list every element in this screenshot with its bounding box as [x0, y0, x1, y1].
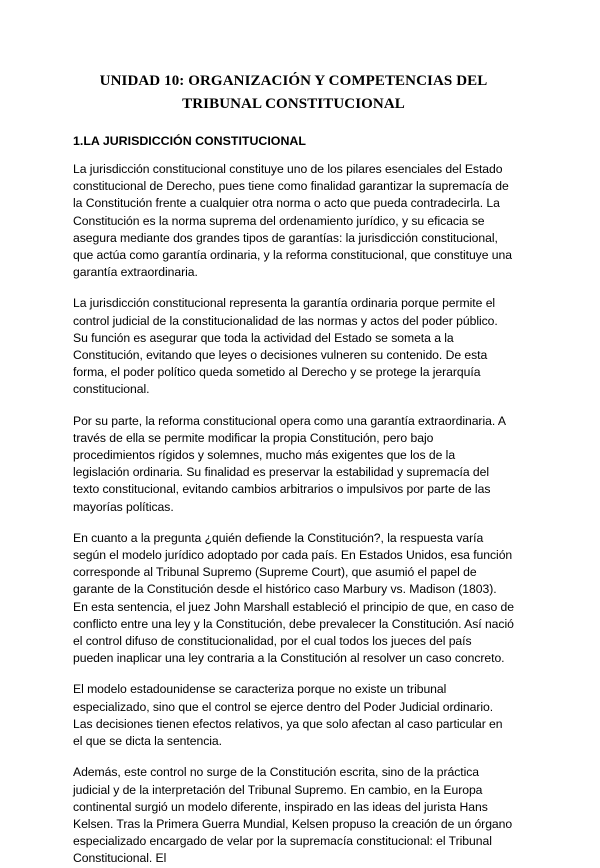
paragraph-2: La jurisdicción constitucional representa la garantía ordinaria porque permite el control judicial de la constitucionalidad de las normas y actos del poder público. Su función es asegurar que toda la actividad del Estado se someta a la Constitución, evitando que leyes o decisiones vulneren su contenido. De esta forma, el poder político queda sometido al Derecho y se protege la jerarquía constitucional.: [73, 296, 498, 397]
document-title: UNIDAD 10: ORGANIZACIÓN Y COMPETENCIAS DEL TRIBUNAL CONSTITUCIONAL: [99, 73, 488, 112]
paragraph-3: Por su parte, la reforma constitucional opera como una garantía extraordinaria. A través de ella se permite modificar la propia Constitución, pero bajo procedimientos rígidos y solemnes, mucho más exigentes que los de la legislación ordinaria. Su finalidad es preservar la estabilidad y supremacía del texto constitucional, evitando cambios arbitrarios o impulsivos por parte de las mayorías políticas.: [73, 413, 506, 514]
paragraph-5: El modelo estadounidense se caracteriza porque no existe un tribunal especializado, sino que el control se ejerce dentro del Poder Judicial ordinario. Las decisiones tienen efectos relativos, ya que solo afectan al caso particular en el que se dicta la sentencia.: [73, 682, 503, 749]
section-heading: 1.LA JURISDICCIÓN CONSTITUCIONAL: [73, 134, 306, 148]
paragraph-1: La jurisdicción constitucional constituye uno de los pilares esenciales del Estado constitucional de Derecho, pues tiene como finalidad garantizar la supremacía de la Constitución frente a cualquier otra norma o acto que pueda contradecirla. La Constitución es la norma suprema del ordenamiento jurídico, y su eficacia se asegura mediante dos grandes tipos de garantías: la jurisdicción constitucional, que actúa como garantía ordinaria, y la reforma constitucional, que constituye una garantía extraordinaria.: [73, 162, 512, 280]
paragraph-6: Además, este control no surge de la Constitución escrita, sino de la práctica judicial y de la interpretación del Tribunal Supremo. En cambio, en la Europa continental surgió un modelo diferente, inspirado en las ideas del jurista Hans Kelsen. Tras la Primera Guerra Mundial, Kelsen propuso la creación de un órgano especializado encargado de velar por la supremacía constitucional: el Tribunal Constitucional. El: [73, 765, 513, 866]
paragraph-4: En cuanto a la pregunta ¿quién defiende la Constitución?, la respuesta varía según el modelo jurídico adoptado por cada país. En Estados Unidos, esa función corresponde al Tribunal Supremo (Supreme Court), que asumió el papel de garante de la Constitución desde el histórico caso Marbury vs. Madison (1803). En esta sentencia, el juez John Marshall estableció el principio de que, en caso de conflicto entre una ley y la Constitución, debe prevalecer la Constitución. Así nació el control difuso de constitucionalidad, por el cual todos los jueces del país pueden inaplicar una ley contraria a la Constitución al resolver un caso concreto.: [73, 530, 514, 666]
